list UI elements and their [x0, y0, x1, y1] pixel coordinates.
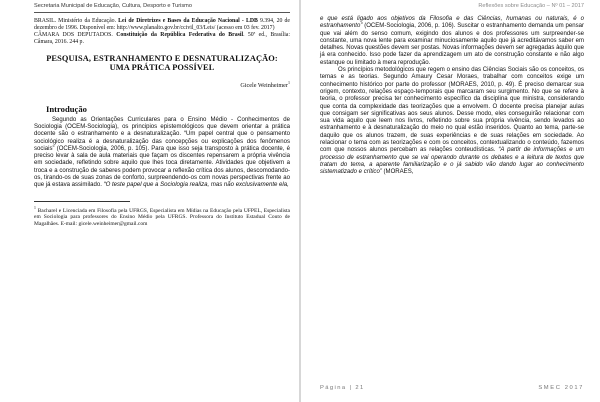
- section-heading: Introdução: [46, 103, 87, 114]
- footnote-divider: [34, 201, 130, 202]
- article-title: PESQUISA, ESTRANHAMENTO E DESNATURALIZAÇÃO: UMA PRÁTICA POSSÍVEL: [46, 54, 278, 72]
- paragraph-methodology: Os princípios metodológicos que regem o ensino das Ciências Sociais são os conceitos, os temas e as teorias. Segundo Amaury Cesar Moraes, trabalhar com conceitos exige um conhecimento histórico por parte do professor (MORAES, 2010, p. 49). É preciso demarcar sua origem, contexto, relações espaço-temporais que marcaram seu surgimento. No que se refere à teoria, o professor precisa ter conhecimento específico da disciplina que ministra, considerando que conta da complexidade das teorizações que a envolvem. O docente precisa planejar aulas que consigam ser significativas aos seus alunos. Desse modo, eles conseguirão relacionar com sua vida aquilo que leem nos livros, refletindo sobre sua própria vivência, sendo levados ao estranhamento e à desnaturalização do meio no qual estão inseridos. Quanto ao tema, parte-se daquilo que os alunos trazem, de suas experiências e de suas relações em sociedade. Ao relacionar o tema com as teorizações e com os conceitos, contextualizando o conteúdo, fazemos com que nossos alunos percebam as relações conteudísticas. “A partir de informações e um processo de estranhamento que se vai operando durante os debates e a leitura de textos que tratam do tema, a aparente familiarização e o já sabido vão dando lugar ao conhecimento sistematizado e crítico” (MORAES,: [320, 67, 584, 176]
- reference-constituicao: CÂMARA DOS DEPUTADOS. Constituição da República Federativa do Brasil. 50ª ed., Brasília: Câmara, 2016. 244 p.: [34, 32, 290, 46]
- right-body-text: [320, 16, 584, 177]
- author-name: Gicele Weinheimer$^1$: [240, 79, 290, 89]
- footnote: $^1$ Bacharel e Licenciada em Filosofia pela UFRGS, Especialista em Mídias na Educação pela UFPEL, Especialista em Sociologia para professores do Ensino Médio pela UFRGS. Professora do Instituto Estadual Couto de Magalhães. E-mail: gicele.weinheimer@gmail.com: [34, 205, 290, 227]
- right-running-header: Reflexões sobre Educação – Nº 01 – 2017: [478, 3, 584, 9]
- right-page: [300, 0, 600, 402]
- references-list: [34, 18, 290, 46]
- reference-ldb: BRASIL. Ministério da Educação. Lei de Diretrizes e Bases da Educação Nacional - LDB 9.394, 20 de dezembro de 1996. Disponível em: http://www.planalto.gov.br/ccivil_03/Leis/ (acesso em 03 fev. 2017): [34, 18, 291, 32]
- paragraph-intro: Segundo as Orientações Curriculares para o Ensino Médio - Conhecimentos de Sociologia (OCEM-Sociologia), os principios epistemológicos que devem orientar a prática docente são o estranhamento e a desnaturalização. “Um papel central que o pensamento sociológico realiza é a desnaturalização das concepções ou explicações dos fenômenos sociais” (OCEM-Sociologia, 2006, p. 105). Para que isso seja transposto à prática docente, é preciso levar à sala de aula materiais que façam os discentes repensarem a própria vivência em sociedade, refletindo sobre aquilo que lhes toca diretamente. Atividades que objetivem a troca e a construção de saberes podem provocar a reflexão crítica dos alunos, descomodando-os, tirando-os de suas zonas de conforto, surpreendendo-os com novas perspectivas frente ao que já estava assimilado. “O teste papel que a Sociologia realiza, mas não exclusivamente ela,: [34, 116, 290, 189]
- paragraph-continuation: e que está ligado aos objetivos da Filosofia e das Ciências, humanas ou naturais, é o estranhamento” (OCEM-Sociologia, 2006, p. 106). Suscitar o estranhamento demanda um pensar que vai além do senso comum, exigindo dos alunos e dos professores um surpreender-se constante, uma nova lente para examinar minuciosamente aquilo que já acreditávamos saber em detalhes. Novas questões devem ser postas. Novas informações devem ser agregadas àquilo que já era conhecido. Isso pode fazer da aprendizagem um ato de construção constante e não algo estanque ou limitado à mera reprodução.: [320, 16, 584, 66]
- footer-year: SMEC 2017: [538, 385, 584, 391]
- quote-start: “O teste papel que a Sociologia realiza, mas não exclusivamente ela,: [103, 182, 289, 189]
- page-number: Página | 21: [320, 385, 365, 391]
- page-footer: [320, 385, 584, 395]
- left-running-header: Secretaria Municipal de Educação, Cultura, Desporto e Turismo: [34, 0, 290, 13]
- left-body-text: [34, 117, 290, 190]
- author-footnote-mark: 1: [288, 79, 290, 85]
